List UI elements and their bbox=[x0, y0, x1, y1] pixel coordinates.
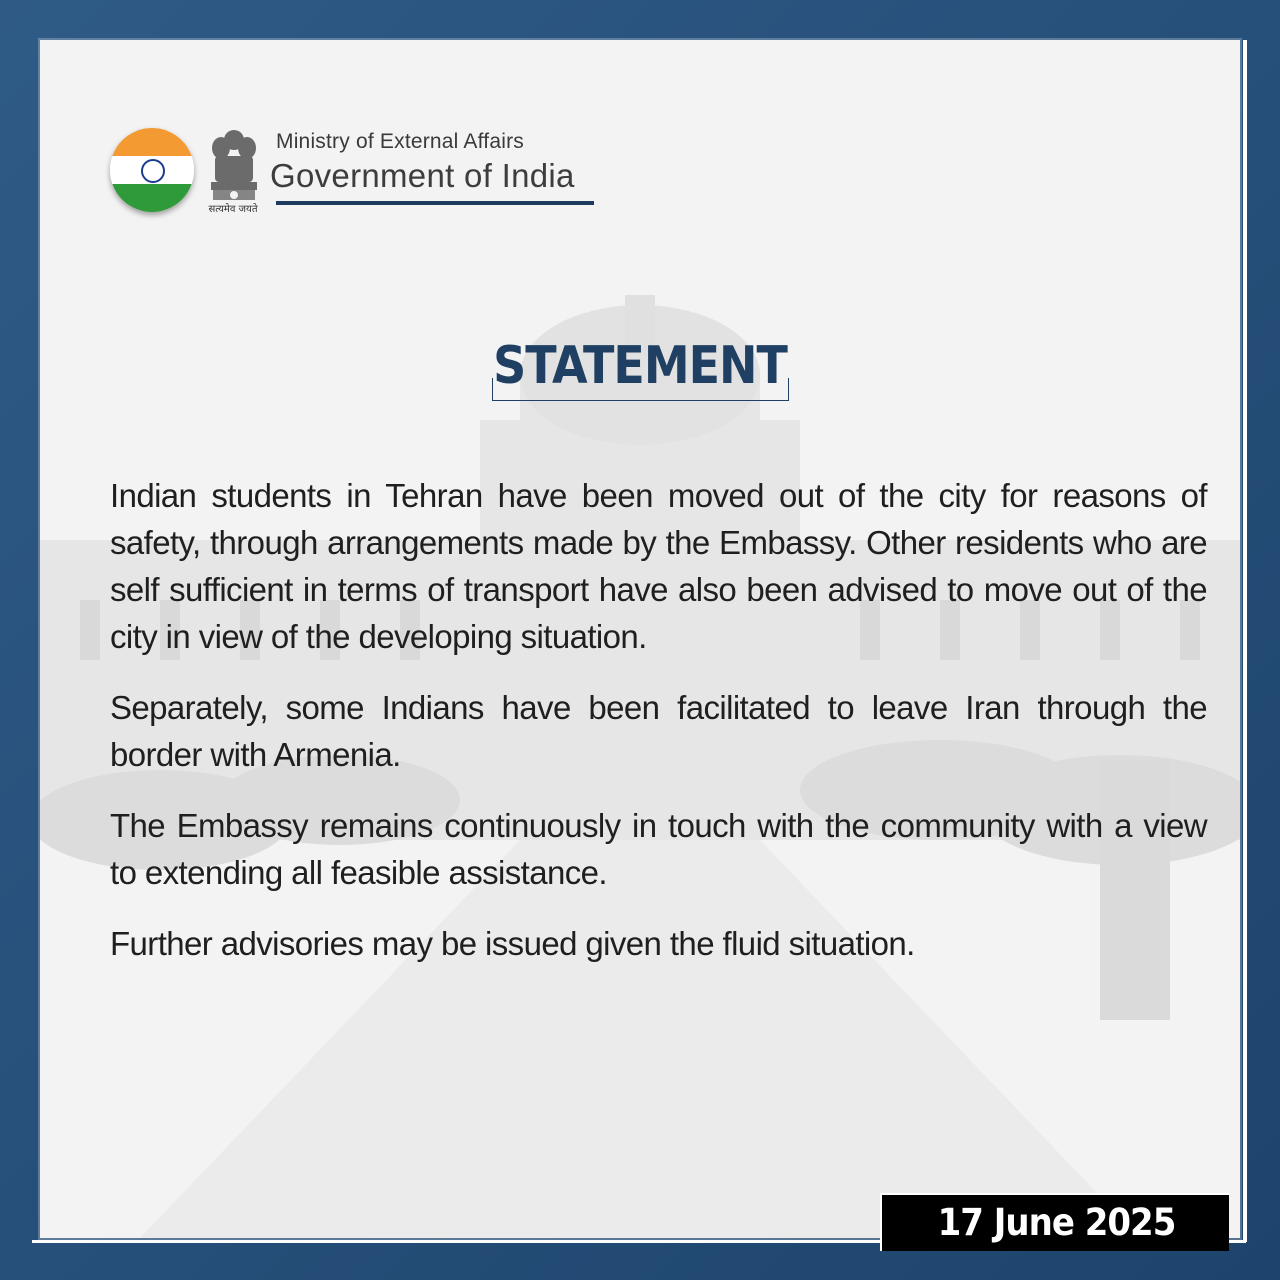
page-title: STATEMENT bbox=[493, 335, 787, 396]
ministry-name: Ministry of External Affairs bbox=[276, 130, 524, 153]
paragraph-2: Separately, some Indians have been facilitated to leave Iran through the border with Armenia. bbox=[110, 689, 1207, 773]
statement-date: 17 June 2025 bbox=[937, 1201, 1176, 1245]
paragraph-3: The Embassy remains continuously in touch with the community with a view to extending all feasible assistance. bbox=[110, 807, 1207, 891]
paragraph-4: Further advisories may be issued given the fluid situation. bbox=[110, 925, 915, 962]
india-flag-icon bbox=[110, 128, 194, 212]
date-badge bbox=[880, 1193, 1229, 1251]
card-right-edge bbox=[1243, 40, 1247, 1242]
government-name: Government of India bbox=[270, 157, 575, 194]
paragraph-1: Indian students in Tehran have been moved out of the city for reasons of safety, through arrangements made by the Embassy. Other residents who are self sufficient in terms of transport have also been advised to move out of the city in view of the developing situation. bbox=[110, 477, 1207, 655]
brand-underline bbox=[276, 201, 594, 205]
statement-body bbox=[110, 472, 1207, 991]
emblem-motto: सत्यमेव जयते bbox=[208, 204, 258, 215]
